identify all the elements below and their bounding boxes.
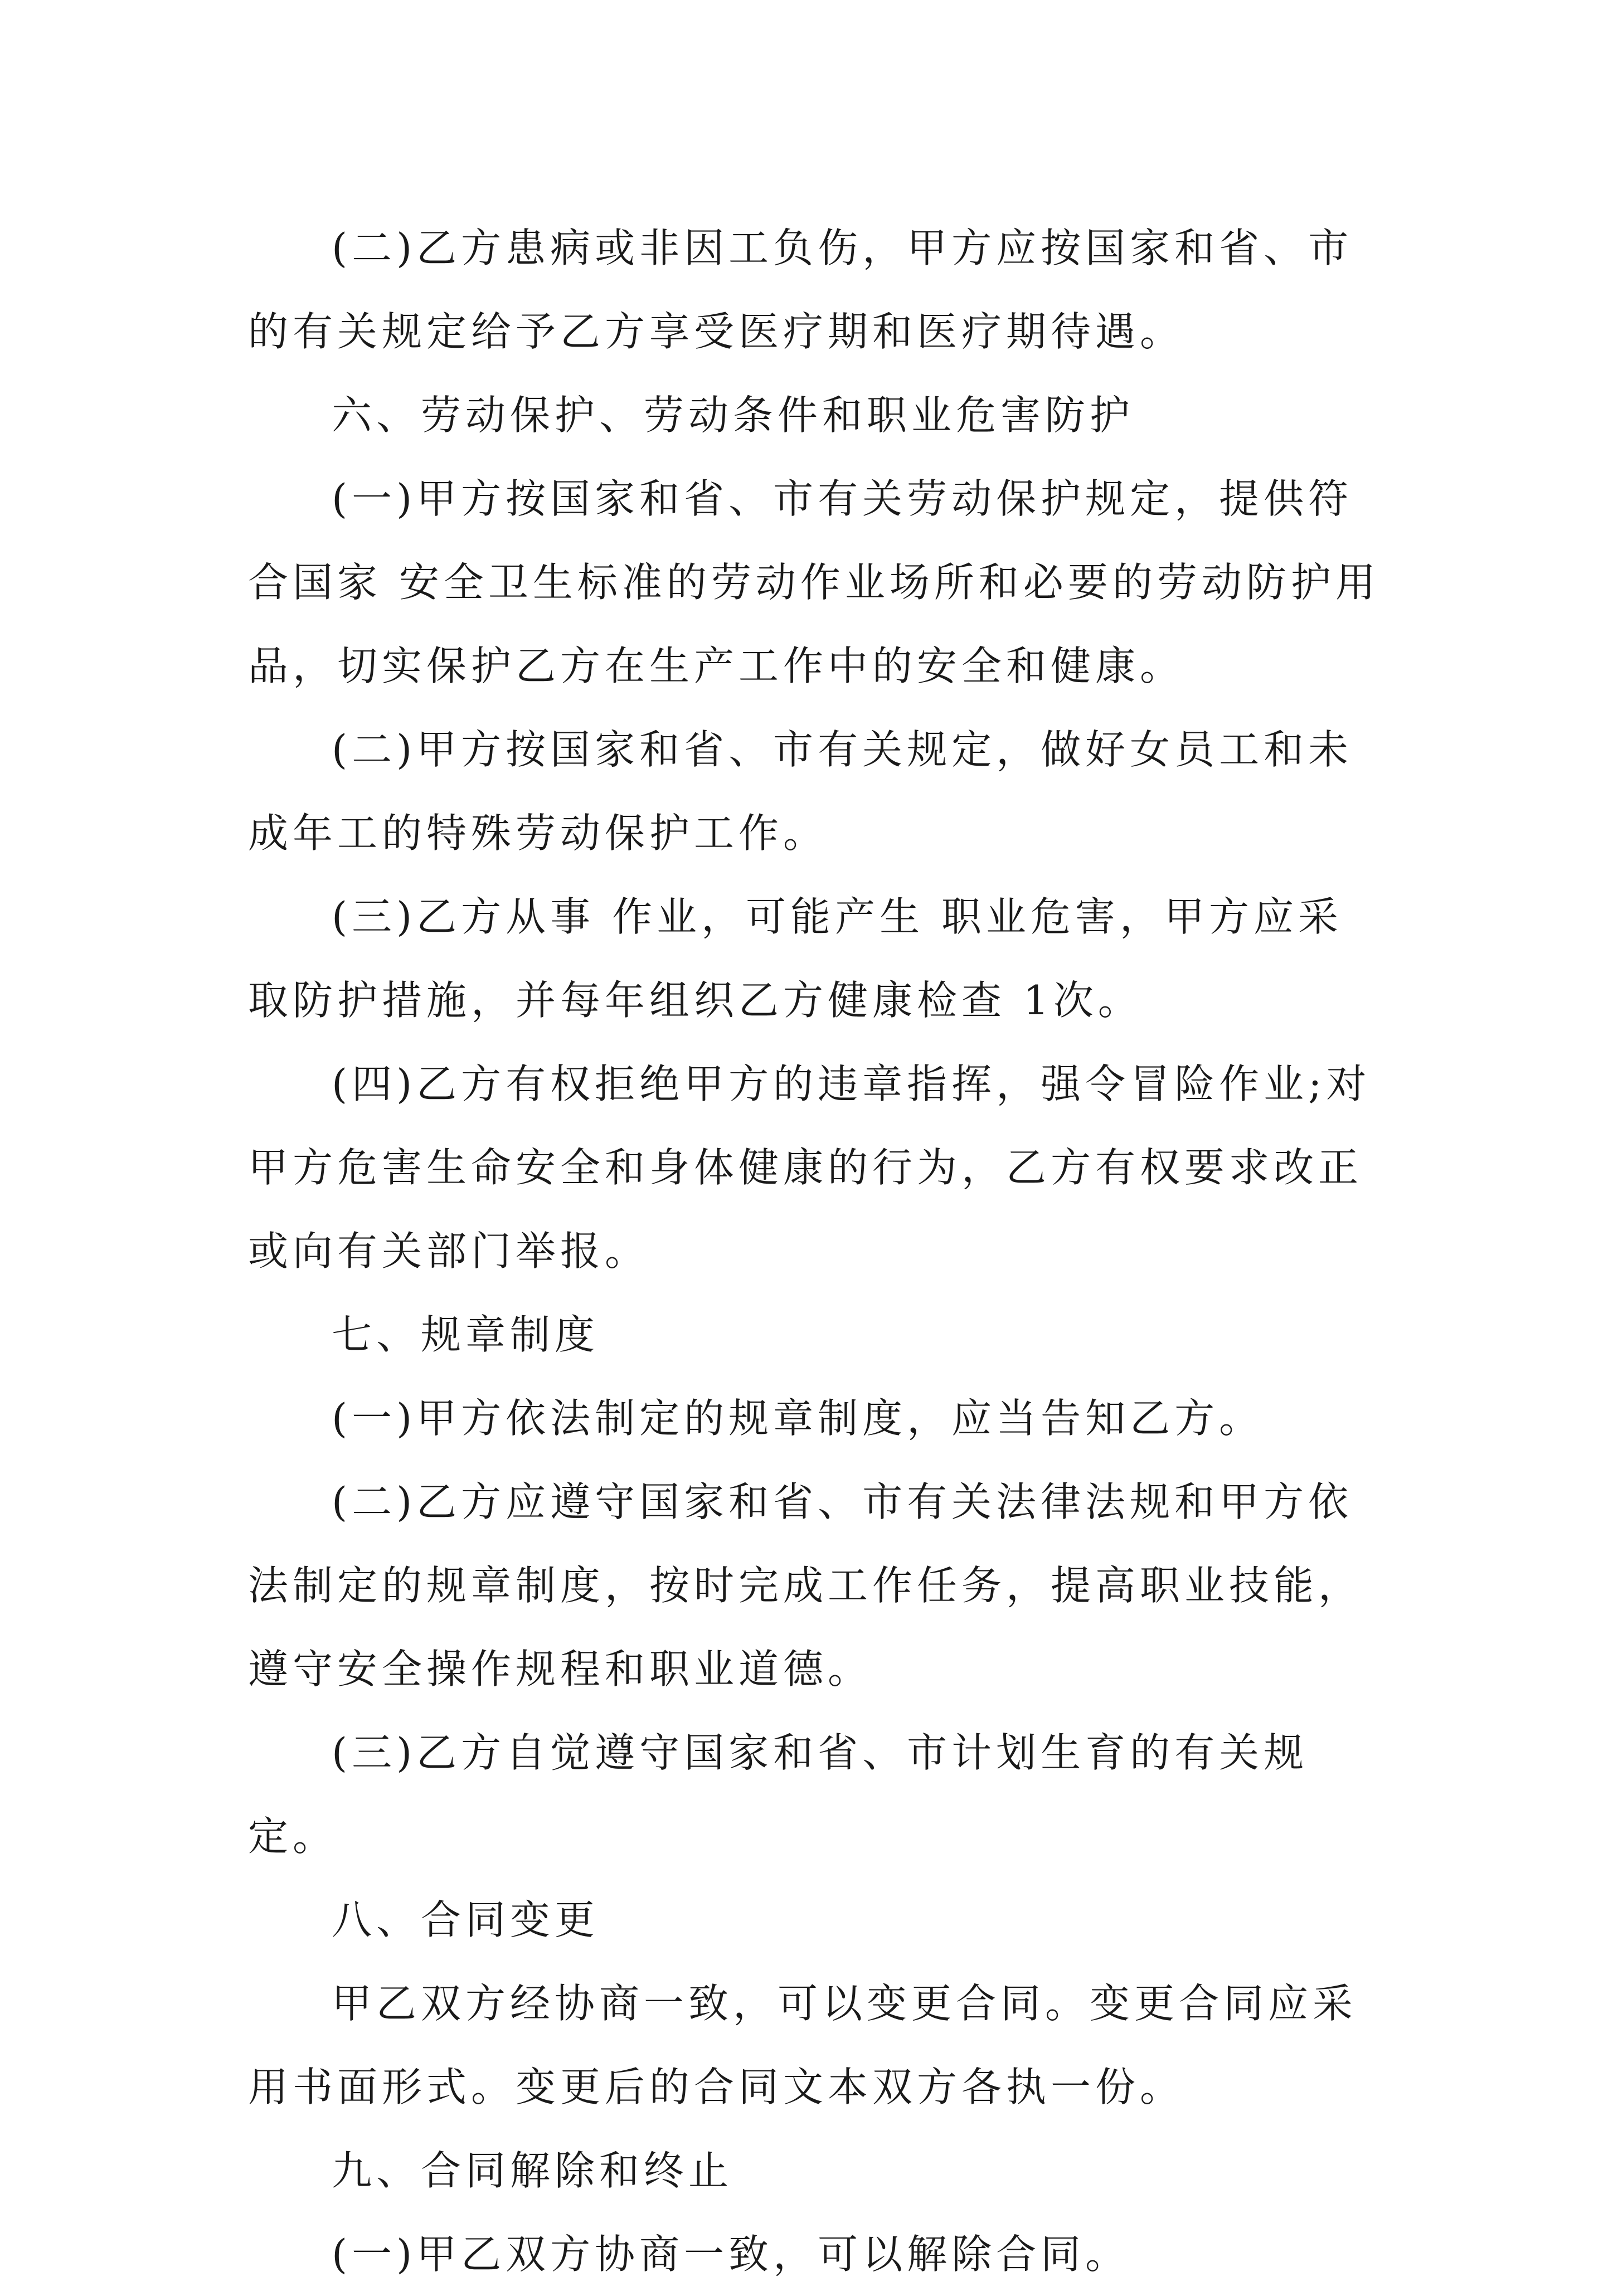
paragraph-occupational-hazard: (三)乙方从事 作业，可能产生 职业危害，甲方应采取防护措施，并每年组织乙方健康检查 1次。 <box>248 893 1343 1024</box>
paragraph-special-protection: (二)甲方按国家和省、市有关规定，做好女员工和未成年工的特殊劳动保护工作。 <box>248 726 1353 857</box>
paragraph-rules-notice: (一)甲方依法制定的规章制度，应当告知乙方。 <box>332 1395 1264 1442</box>
section-heading-rules: 七、规章制度 <box>332 1311 600 1358</box>
paragraph-right-to-refuse: (四)乙方有权拒绝甲方的违章指挥，强令冒险作业;对甲方危害生命安全和身体健康的行为，乙方有权要求改正或向有关部门举报。 <box>248 1061 1371 1275</box>
section-heading-termination: 九、合同解除和终止 <box>332 2147 733 2194</box>
paragraph-contract-change: 甲乙双方经协商一致，可以变更合同。变更合同应采用书面形式。变更后的合同文本双方各执一份。 <box>248 1980 1358 2110</box>
section-heading-labor-protection: 六、劳动保护、劳动条件和职业危害防护 <box>332 392 1135 439</box>
document-body <box>248 206 1385 2296</box>
section-heading-contract-change: 八、合同变更 <box>332 1896 600 1943</box>
paragraph-rules-compliance: (二)乙方应遵守国家和省、市有关法律法规和甲方依法制定的规章制度，按时完成工作任务，提高职业技能，遵守安全操作规程和职业道德。 <box>248 1478 1363 1692</box>
paragraph-family-planning: (三)乙方自觉遵守国家和省、市计划生育的有关规定。 <box>248 1729 1309 1860</box>
paragraph-protection-equipment: (一)甲方按国家和省、市有关劳动保护规定，提供符合国家 安全卫生标准的劳动作业场所和必要的劳动防护用品，切实保护乙方在生产工作中的安全和健康。 <box>248 475 1380 689</box>
paragraph-sick-leave: (二)乙方患病或非因工负伤，甲方应按国家和省、市的有关规定给予乙方享受医疗期和医疗期待遇。 <box>248 225 1353 355</box>
paragraph-mutual-termination: (一)甲乙双方协商一致，可以解除合同。 <box>332 2231 1130 2278</box>
